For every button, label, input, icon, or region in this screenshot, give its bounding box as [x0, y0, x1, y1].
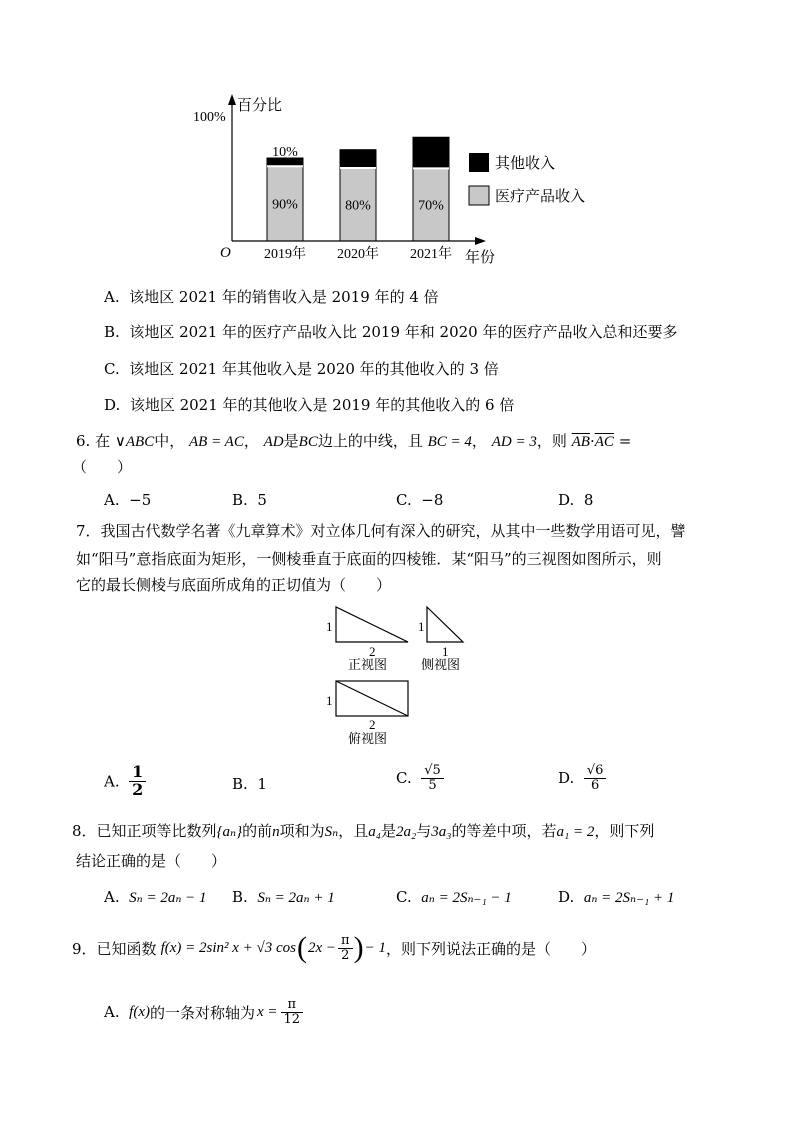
- q8-option-a: [104, 888, 207, 907]
- q9-option-a: [104, 992, 303, 1032]
- option-letter: D.: [558, 769, 575, 788]
- q7-line-1: 7．我国古代数学名著《九章算术》对立体几何有深入的研究，从其中一些数学用语可见，譬: [76, 522, 686, 540]
- front-view-label: 正视图: [348, 657, 388, 672]
- option-text: 该地区 2021 年的销售收入是 2019 年的 4 倍: [129, 288, 439, 306]
- option-letter: C.: [396, 491, 412, 509]
- option-text: 的一条对称轴为: [149, 1003, 255, 1022]
- three-view-diagram: [320, 600, 480, 750]
- q9-text-1: 已知函数: [96, 939, 157, 958]
- x-tick-label: 2021年: [410, 247, 452, 262]
- bar-label-medical: 80%: [345, 198, 371, 214]
- bar-other-2021年: [413, 137, 449, 168]
- vector-ac: $\overline{AC}$: [594, 434, 614, 450]
- bar-label-medical: 90%: [272, 197, 298, 213]
- eq-a1: a₁ = 2: [556, 824, 595, 840]
- function-tail: − 1: [364, 939, 386, 956]
- option-value: 1: [257, 775, 267, 793]
- segment-ad: AD: [263, 434, 284, 450]
- side-height: 1: [418, 619, 425, 634]
- option-letter: D.: [558, 888, 575, 906]
- q6-text-7: ，则: [536, 432, 567, 450]
- term-a4: a₄: [368, 824, 381, 840]
- q8-text-2: 的前: [242, 822, 273, 840]
- eq-ab-ac: AB = AC: [189, 434, 244, 450]
- sum-sn: Sₙ: [324, 824, 339, 840]
- function-fx: f(x): [129, 1003, 150, 1020]
- q6-option-a: [104, 491, 151, 509]
- option-expr: Sₙ = 2aₙ + 1: [257, 890, 335, 906]
- legend-label-medical: 医疗产品收入: [495, 189, 586, 205]
- side-width: 1: [442, 644, 449, 659]
- numerator: √6: [584, 764, 607, 779]
- x-axis-label: 年份: [465, 250, 496, 266]
- sequence-an: {aₙ}: [216, 824, 243, 840]
- option-letter: A.: [104, 888, 120, 906]
- option-value: 8: [583, 491, 594, 509]
- stacked-bar-chart: [185, 88, 615, 273]
- denominator: 2: [132, 779, 144, 799]
- option-expr: aₙ = 2Sₙ₋₁ − 1: [421, 890, 512, 906]
- q6-option-d: [558, 491, 593, 509]
- equals-sign: =: [618, 432, 632, 450]
- q7-option-c: [396, 764, 444, 792]
- q8-stem: [72, 820, 654, 841]
- inner-expr: 2x −: [308, 939, 337, 956]
- term-3a3: 3a₃: [431, 824, 452, 840]
- q9-stem: [72, 928, 596, 968]
- q8-text-4: ，且: [338, 822, 369, 840]
- q8-option-b: [232, 888, 335, 907]
- question-number: 6.: [76, 432, 91, 450]
- numerator: π: [338, 934, 353, 949]
- numerator: 1: [129, 764, 146, 782]
- legend-swatch-other: [469, 153, 489, 172]
- question-number: 8．: [72, 822, 97, 840]
- option-letter: A.: [104, 288, 120, 306]
- denominator: 5: [428, 777, 437, 793]
- y-axis-arrow: [228, 94, 236, 105]
- denominator: 6: [590, 777, 600, 793]
- eq-ad-3: AD = 3: [491, 434, 537, 450]
- q6-text-4: 是: [283, 432, 299, 450]
- option-letter: C.: [396, 769, 412, 788]
- var-n: n: [272, 824, 280, 840]
- q8-text-7: 的等差中项，若: [451, 822, 557, 840]
- option-value: 5: [257, 491, 267, 509]
- q6-text-5: 边上的中线，且: [317, 432, 423, 450]
- option-value: −5: [129, 491, 152, 509]
- q5-option-b: [104, 321, 677, 342]
- numerator: π: [281, 998, 304, 1013]
- denominator: 12: [283, 1011, 301, 1027]
- option-text: 该地区 2021 年的医疗产品收入比 2019 年和 2020 年的医疗产品收入总和还要多: [129, 323, 678, 341]
- q7-line-2: 如“阳马”意指底面为矩形，一侧棱垂直于底面的四棱锥．某“阳马”的三视图如图所示，则: [76, 550, 662, 568]
- option-letter: C.: [104, 360, 120, 378]
- legend-label-other: 其他收入: [495, 156, 556, 172]
- fraction-sqrt6-over-6: [584, 764, 607, 792]
- q6-text-6: ，: [471, 432, 487, 450]
- q6-text-3: ，: [243, 432, 259, 450]
- q8-text-6: 与: [416, 822, 432, 840]
- option-value: −8: [421, 491, 444, 509]
- option-letter: A.: [104, 772, 120, 791]
- segment-bc: BC: [298, 434, 318, 450]
- big-paren-left: (: [297, 931, 308, 964]
- option-letter: B.: [104, 323, 120, 341]
- q5-option-a: [104, 286, 439, 307]
- fraction-one-half: [129, 764, 146, 799]
- big-paren-right: ): [353, 931, 364, 964]
- numerator: √5: [421, 764, 444, 779]
- y-axis-label: 百分比: [237, 98, 283, 114]
- fraction-pi-over-2: [338, 934, 353, 962]
- q8-option-d: [558, 888, 674, 907]
- q8-text-3: 项和为: [279, 822, 325, 840]
- top-view-diagonal: [336, 681, 408, 716]
- q7-option-d: [558, 764, 606, 792]
- bar-other-2020年: [340, 150, 376, 168]
- fraction-pi-over-12: [281, 998, 304, 1026]
- x-equals: x =: [257, 1003, 278, 1020]
- option-letter: B.: [232, 888, 248, 906]
- side-view-label: 侧视图: [421, 657, 461, 672]
- bar-label-medical: 70%: [418, 198, 444, 214]
- front-view-triangle: [336, 607, 408, 642]
- option-letter: C.: [396, 888, 412, 906]
- top-width: 2: [369, 717, 376, 732]
- q6-text-1: 在: [95, 432, 111, 450]
- option-letter: B.: [232, 491, 248, 509]
- q8-line-2: 结论正确的是（ ）: [76, 852, 227, 870]
- q7-line-3: 它的最长侧棱与底面所成角的正切值为（ ）: [76, 576, 392, 594]
- origin-label: O: [220, 245, 231, 261]
- q7-option-a: [104, 764, 146, 799]
- option-text: 该地区 2021 年其他收入是 2020 年的其他收入的 3 倍: [129, 360, 499, 378]
- q8-text-8: ，则下列: [594, 822, 655, 840]
- q5-option-d: [104, 394, 514, 415]
- q6-text-2: 中，: [154, 432, 185, 450]
- option-letter: B.: [232, 775, 248, 793]
- y-top-label: 100%: [193, 110, 226, 125]
- q6-option-c: [396, 491, 443, 509]
- option-letter: A.: [104, 1003, 120, 1021]
- term-2a2: 2a₂: [396, 824, 417, 840]
- q6-answer-paren: （ ）: [72, 458, 133, 476]
- fraction-sqrt5-over-5: [421, 764, 444, 792]
- option-letter: D.: [558, 491, 575, 509]
- x-tick-label: 2020年: [337, 247, 379, 262]
- vector-ab: $\overline{AB}$: [571, 434, 590, 450]
- q5-option-c: [104, 358, 499, 379]
- top-height: 1: [326, 693, 333, 708]
- q8-option-c: [396, 888, 512, 907]
- option-expr: Sₙ = 2aₙ − 1: [129, 890, 207, 906]
- side-view-triangle: [427, 607, 463, 642]
- q6-stem: [76, 430, 631, 451]
- bar-label-other: 10%: [272, 145, 298, 160]
- top-view-label: 俯视图: [348, 731, 388, 746]
- q8-text-5: 是: [381, 822, 397, 840]
- function-head: f(x) = 2sin² x + √3 cos: [160, 939, 297, 956]
- x-axis-arrow: [475, 237, 486, 245]
- question-number: 9．: [72, 939, 97, 958]
- q6-option-b: [232, 491, 267, 509]
- option-letter: D.: [104, 396, 121, 414]
- x-tick-label: 2019年: [264, 247, 306, 262]
- option-text: 该地区 2021 年的其他收入是 2019 年的其他收入的 6 倍: [129, 396, 515, 414]
- front-height: 1: [326, 619, 333, 634]
- option-expr: aₙ = 2Sₙ₋₁ + 1: [583, 890, 675, 906]
- front-width: 2: [369, 644, 376, 659]
- legend-swatch-medical: [469, 186, 489, 205]
- dot-operator: ·: [589, 432, 595, 450]
- option-letter: A.: [104, 491, 120, 509]
- triangle-abc: ∨ABC: [114, 434, 155, 450]
- q8-text-1: 已知正项等比数列: [96, 822, 217, 840]
- eq-bc-4: BC = 4: [427, 434, 472, 450]
- q7-option-b: [232, 775, 267, 793]
- denominator: 2: [341, 947, 350, 963]
- q9-text-2: ，则下列说法正确的是（ ）: [385, 939, 596, 958]
